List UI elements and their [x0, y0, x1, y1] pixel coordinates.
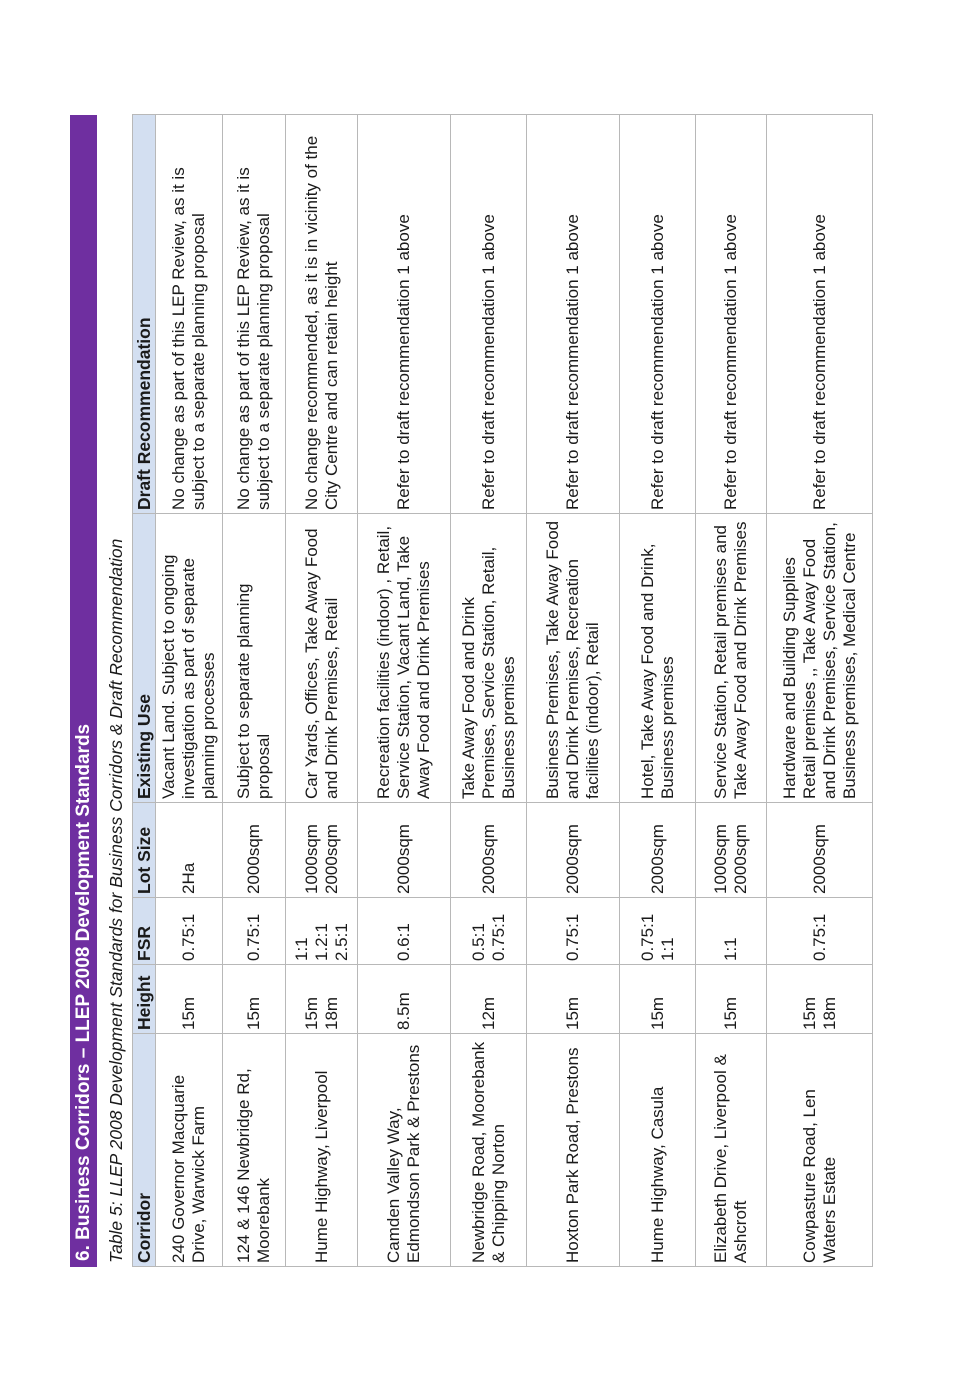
- cell-lot-size: 2000sqm: [223, 803, 286, 898]
- cell-fsr: 0.75:1: [156, 898, 223, 965]
- cell-fsr: 0.5:1 0.75:1: [451, 898, 527, 965]
- table-row: [527, 115, 620, 1267]
- cell-corridor: Hoxton Park Road, Prestons: [527, 1034, 620, 1267]
- table-row: [223, 115, 286, 1267]
- cell-existing-use: Service Station, Retail premises and Take Away Food and Drink Premises: [696, 514, 767, 803]
- cell-corridor: Camden Valley Way, Edmondson Park & Prestons: [358, 1034, 451, 1267]
- cell-draft-recommendation: Refer to draft recommendation 1 above: [767, 115, 873, 514]
- header-corridor: Corridor: [133, 1034, 156, 1267]
- header-fsr: FSR: [133, 898, 156, 965]
- cell-fsr: 1:1: [696, 898, 767, 965]
- table-row: [696, 115, 767, 1267]
- cell-draft-recommendation: No change as part of this LEP Review, as it is subject to a separate planning proposal: [223, 115, 286, 514]
- cell-corridor: 240 Governor Macquarie Drive, Warwick Farm: [156, 1034, 223, 1267]
- cell-corridor: 124 & 146 Newbridge Rd, Moorebank: [223, 1034, 286, 1267]
- cell-existing-use: Hotel, Take Away Food and Drink, Business premises: [620, 514, 696, 803]
- cell-lot-size: 1000sqm 2000sqm: [696, 803, 767, 898]
- cell-draft-recommendation: Refer to draft recommendation 1 above: [696, 115, 767, 514]
- cell-height: 15m: [527, 965, 620, 1034]
- cell-lot-size: 2000sqm: [358, 803, 451, 898]
- table-row: [620, 115, 696, 1267]
- cell-lot-size: 2000sqm: [620, 803, 696, 898]
- table-row: [156, 115, 223, 1267]
- cell-corridor: Elizabeth Drive, Liverpool & Ashcroft: [696, 1034, 767, 1267]
- cell-corridor: Hume Highway, Casula: [620, 1034, 696, 1267]
- cell-height: 15m 18m: [767, 965, 873, 1034]
- table-header-row: [133, 115, 156, 1267]
- cell-existing-use: Car Yards, Offices, Take Away Food and Drink Premises, Retail: [286, 514, 358, 803]
- cell-lot-size: 2000sqm: [767, 803, 873, 898]
- cell-draft-recommendation: Refer to draft recommendation 1 above: [620, 115, 696, 514]
- table-row: [767, 115, 873, 1267]
- cell-height: 15m 18m: [286, 965, 358, 1034]
- cell-fsr: 1:1 1.2:1 2.5:1: [286, 898, 358, 965]
- cell-corridor: Cowpasture Road, Len Waters Estate: [767, 1034, 873, 1267]
- cell-height: 12m: [451, 965, 527, 1034]
- cell-draft-recommendation: No change recommended, as it is in vicinity of the City Centre and can retain height: [286, 115, 358, 514]
- cell-draft-recommendation: Refer to draft recommendation 1 above: [451, 115, 527, 514]
- cell-fsr: 0.6:1: [358, 898, 451, 965]
- cell-lot-size: 2Ha: [156, 803, 223, 898]
- cell-existing-use: Recreation facilities (indoor) , Retail, Service Station, Vacant Land, Take Away Food and Drink Premises: [358, 514, 451, 803]
- cell-lot-size: 1000sqm 2000sqm: [286, 803, 358, 898]
- header-existing-use: Existing Use: [133, 514, 156, 803]
- cell-draft-recommendation: No change as part of this LEP Review, as it is subject to a separate planning proposal: [156, 115, 223, 514]
- cell-fsr: 0.75:1: [767, 898, 873, 965]
- cell-lot-size: 2000sqm: [527, 803, 620, 898]
- cell-corridor: Newbridge Road, Moorebank & Chipping Norton: [451, 1034, 527, 1267]
- header-height: Height: [133, 965, 156, 1034]
- cell-corridor: Hume Highway, Liverpool: [286, 1034, 358, 1267]
- table-row: [358, 115, 451, 1267]
- table-row: [451, 115, 527, 1267]
- table-caption: Table 5: LLEP 2008 Development Standards for Business Corridors & Draft Recommendation: [106, 538, 126, 1263]
- cell-fsr: 0.75:1 1:1: [620, 898, 696, 965]
- cell-existing-use: Take Away Food and Drink Premises, Service Station, Retail, Business premises: [451, 514, 527, 803]
- cell-height: 15m: [223, 965, 286, 1034]
- cell-height: 15m: [696, 965, 767, 1034]
- cell-draft-recommendation: Refer to draft recommendation 1 above: [358, 115, 451, 514]
- cell-existing-use: Hardware and Building Supplies Retail premises ,, Take Away Food and Drink Premises, Service Station, Business premises, Medical Centre: [767, 514, 873, 803]
- cell-height: 15m: [620, 965, 696, 1034]
- table-row: [286, 115, 358, 1267]
- cell-existing-use: Vacant Land. Subject to ongoing investigation as part of separate planning processes: [156, 514, 223, 803]
- cell-fsr: 0.75:1: [223, 898, 286, 965]
- cell-fsr: 0.75:1: [527, 898, 620, 965]
- cell-existing-use: Subject to separate planning proposal: [223, 514, 286, 803]
- header-lot-size: Lot Size: [133, 803, 156, 898]
- cell-height: 15m: [156, 965, 223, 1034]
- standards-table: [132, 114, 873, 1267]
- section-title: 6. Business Corridors – LLEP 2008 Development Standards: [70, 115, 97, 1267]
- header-draft-recommendation: Draft Recommendation: [133, 115, 156, 514]
- cell-existing-use: Business Premises, Take Away Food and Drink Premises, Recreation facilities (indoor), Retail: [527, 514, 620, 803]
- cell-lot-size: 2000sqm: [451, 803, 527, 898]
- cell-height: 8.5m: [358, 965, 451, 1034]
- cell-draft-recommendation: Refer to draft recommendation 1 above: [527, 115, 620, 514]
- rotated-content: [70, 115, 900, 1267]
